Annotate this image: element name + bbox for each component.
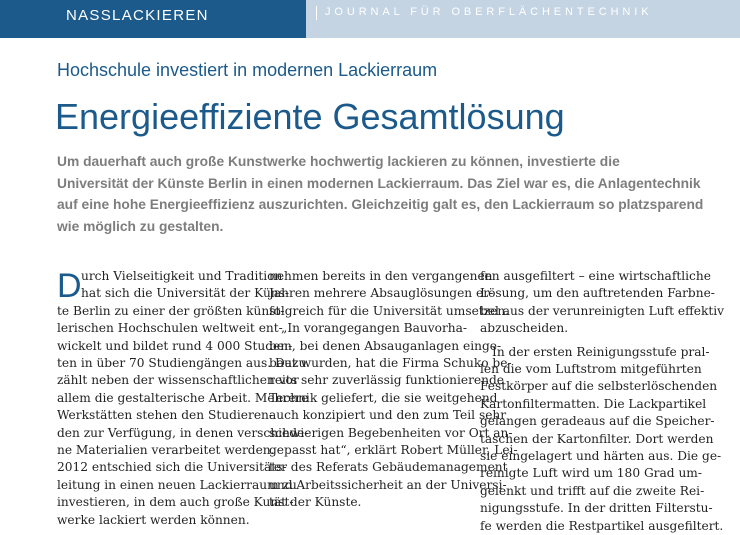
text-line: investieren, in dem auch große Kunst- bbox=[57, 495, 294, 510]
drop-cap: D bbox=[57, 267, 82, 305]
journal-title: JOURNAL FÜR OBERFLÄCHENTECHNIK bbox=[325, 6, 653, 18]
text-line: reinigte Luft wird um 180 Grad um- bbox=[480, 466, 702, 481]
text-line: zählt neben der wissenschaftlichen vor bbox=[57, 373, 299, 388]
text-line: nehmen bereits in den vergangenen bbox=[269, 269, 493, 283]
journal-header bbox=[306, 0, 740, 38]
body-column-1 bbox=[57, 268, 309, 529]
text-line: leitung in einen neuen Lackierraum zu bbox=[57, 477, 297, 492]
lead-line: Um dauerhaft auch große Kunstwerke hochwertig lackieren zu können, investierte die bbox=[57, 154, 620, 169]
text-line: taschen der Kartonfilter. Dort werden bbox=[480, 431, 714, 446]
article-headline: Energieeffiziente Gesamtlösung bbox=[55, 96, 565, 137]
text-line: gepasst hat“, erklärt Robert Müller, Lei- bbox=[269, 443, 518, 458]
text-line: In der ersten Reinigungsstufe pral- bbox=[492, 344, 710, 359]
text-line: Jahren mehrere Absauglösungen er- bbox=[269, 286, 494, 301]
text-line: fen ausgefiltert – eine wirtschaftliche bbox=[480, 269, 711, 283]
text-line: bel aus der verunreinigten Luft effektiv bbox=[480, 303, 725, 318]
text-line: und Arbeitssicherheit an der Universi- bbox=[269, 477, 507, 492]
text-line: Lösung, um den auftretenden Farbne- bbox=[480, 286, 715, 301]
text-line: gelangen geradeaus auf die Speicher- bbox=[480, 414, 715, 429]
text-line: allem die gestalterische Arbeit. Mehrere bbox=[57, 390, 309, 405]
text-line: reits sehr zuverlässig funktionierende bbox=[269, 373, 505, 388]
text-line: lerischen Hochschulen weltweit ent- bbox=[57, 321, 283, 336]
section-label: NASSLACKIEREN bbox=[66, 7, 209, 24]
article-kicker: Hochschule investiert in modernen Lackierraum bbox=[57, 60, 438, 80]
text-line: den zur Verfügung, in denen verschiede- bbox=[57, 425, 309, 440]
section-header bbox=[0, 0, 306, 38]
text-line: ter des Referats Gebäudemanagement bbox=[269, 460, 508, 475]
text-line: nigungsstufe. In der dritten Filterstu- bbox=[480, 501, 713, 516]
text-line: urch Vielseitigkeit und Tradition bbox=[81, 269, 283, 283]
text-line: te Berlin zu einer der größten künst- bbox=[57, 303, 285, 318]
text-line: auch konzipiert und den zum Teil sehr bbox=[269, 408, 507, 423]
header-divider bbox=[316, 6, 317, 20]
text-line: hat sich die Universität der Küns- bbox=[81, 286, 290, 301]
text-line: tät der Künste. bbox=[269, 495, 362, 510]
text-line: wickelt und bildet rund 4 000 Studen- bbox=[57, 338, 293, 353]
text-line: folgreich für die Universität umsetzen. bbox=[269, 303, 510, 318]
text-line: ben, bei denen Absauganlagen einge- bbox=[269, 338, 502, 353]
lead-line: auf eine hohe Energieeffizienz auszurichten. Gleichzeitig galt es, den Lackierraum so platzsparend bbox=[57, 197, 704, 212]
text-line: werke lackiert werden können. bbox=[57, 512, 250, 527]
text-line: ne Materialien verarbeitet werden. bbox=[57, 443, 275, 458]
text-line: Kartonfiltermatten. Die Lackpartikel bbox=[480, 396, 707, 411]
text-line: ten in über 70 Studiengängen aus. Dazu bbox=[57, 356, 307, 371]
text-line: baut wurden, hat die Firma Schuko be- bbox=[269, 356, 512, 371]
text-line: 2012 entschied sich die Universitäts- bbox=[57, 460, 287, 475]
body-column-2 bbox=[269, 268, 518, 512]
text-line: Werkstätten stehen den Studieren- bbox=[57, 408, 274, 423]
lead-line: Universität der Künste Berlin in einen modernen Lackierraum. Das Ziel war es, die Anlagentechnik bbox=[57, 175, 701, 191]
article-lead bbox=[57, 151, 704, 237]
text-line: Technik geliefert, die sie weitgehend bbox=[269, 390, 498, 405]
text-line: sie eingelagert und härten aus. Die ge- bbox=[480, 449, 722, 464]
text-line: fe werden die Restpartikel ausgefiltert. bbox=[480, 518, 724, 533]
text-line: len die vom Luftstrom mitgeführten bbox=[480, 362, 702, 377]
text-line: „In vorangegangen Bauvorha- bbox=[281, 321, 468, 336]
lead-line: wie möglich zu gestalten. bbox=[57, 218, 224, 234]
body-column-3 bbox=[480, 268, 725, 535]
text-line: abzuscheiden. bbox=[480, 321, 569, 336]
text-line: schwierigen Begebenheiten vor Ort an- bbox=[269, 425, 513, 440]
text-line: gelenkt und trifft auf die zweite Rei- bbox=[480, 483, 705, 498]
text-line: Festkörper auf die selbsterlöschenden bbox=[480, 379, 718, 394]
